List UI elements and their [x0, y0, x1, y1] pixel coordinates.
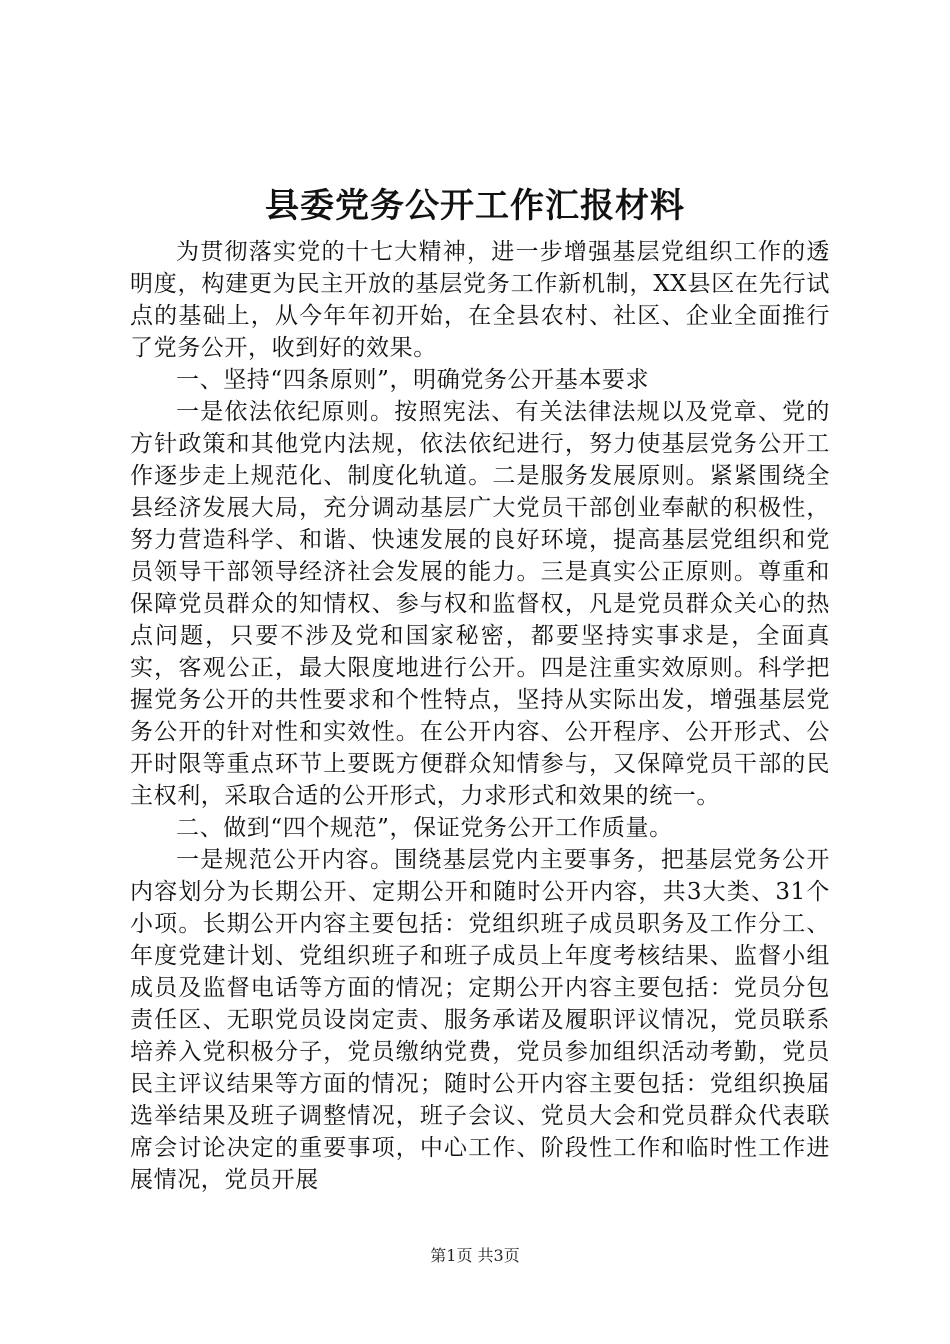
document-body [130, 236, 830, 1196]
page-footer: 第1页 共3页 [430, 1246, 520, 1265]
section-heading-1: 一、坚持“四条原则”，明确党务公开基本要求 [176, 367, 650, 393]
document-title: 县委党务公开工作汇报材料 [265, 186, 685, 226]
body-paragraph: 一是依法依纪原则。按照宪法、有关法律法规以及党章、党的方针政策和其他党内法规，依法依纪进行，努力使基层党务公开工作逐步走上规范化、制度化轨道。二是服务发展原则。紧紧围绕全县经济发展大局，充分调动基层广大党员干部创业奉献的积极性，努力营造科学、和谐、快速发展的良好环境，提高基层党组织和党员领导干部领导经济社会发展的能力。三是真实公正原则。尊重和保障党员群众的知情权、参与权和监督权，凡是党员群众关心的热点问题，只要不涉及党和国家秘密，都要坚持实事求是，全面真实，客观公正，最大限度地进行公开。四是注重实效原则。科学把握党务公开的共性要求和个性特点，坚持从实际出发，增强基层党务公开的针对性和实效性。在公开内容、公开程序、公开形式、公开时限等重点环节上要既方便群众知情参与，又保障党员干部的民主权利，采取合适的公开形式，力求形式和效果的统一。 [130, 399, 830, 809]
section-heading-2: 二、做到“四个规范”，保证党务公开工作质量。 [176, 815, 673, 841]
body-paragraph: 一是规范公开内容。围绕基层党内主要事务，把基层党务公开内容划分为长期公开、定期公开和随时公开内容，共3大类、31个小项。长期公开内容主要包括：党组织班子成员职务及工作分工、年度党建计划、党组织班子和班子成员上年度考核结果、监督小组成员及监督电话等方面的情况；定期公开内容主要包括：党员分包责任区、无职党员设岗定责、服务承诺及履职评议情况，党员联系培养入党积极分子，党员缴纳党费，党员参加组织活动考勤，党员民主评议结果等方面的情况；随时公开内容主要包括：党组织换届选举结果及班子调整情况，班子会议、党员大会和党员群众代表联席会讨论决定的重要事项，中心工作、阶段性工作和临时性工作进展情况，党员开展 [130, 847, 830, 1193]
intro-paragraph: 为贯彻落实党的十七大精神，进一步增强基层党组织工作的透明度，构建更为民主开放的基层党务工作新机制，XX县区在先行试点的基础上，从今年年初开始，在全县农村、社区、企业全面推行了党务公开，收到好的效果。 [130, 239, 830, 361]
